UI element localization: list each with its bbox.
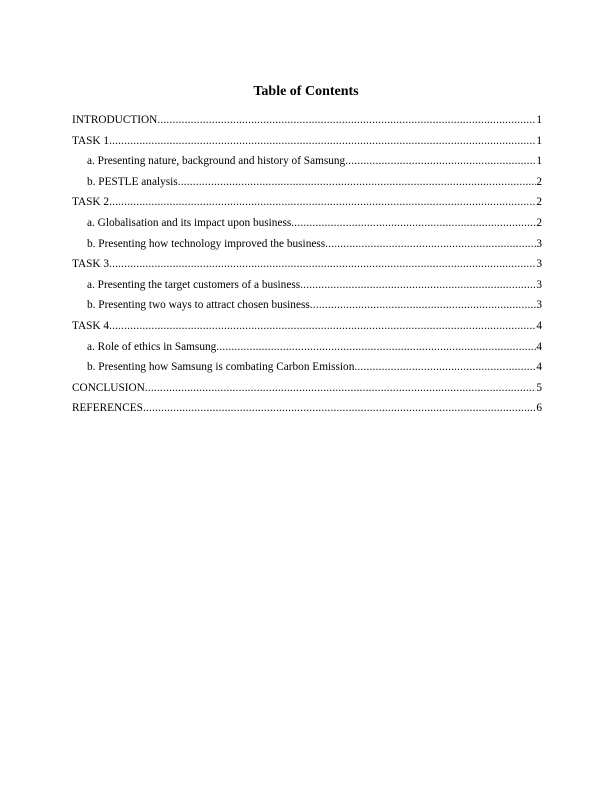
dot-leader [109, 257, 536, 271]
toc-entry-label: REFERENCES [72, 402, 143, 415]
toc-subentry[interactable] [72, 216, 542, 237]
dot-leader [310, 298, 537, 312]
toc-list [72, 113, 542, 422]
toc-entry-page: 3 [536, 258, 542, 271]
toc-entry-label: a. Presenting nature, background and history of Samsung [87, 155, 346, 168]
toc-subentry[interactable] [72, 175, 542, 196]
toc-subentry[interactable] [72, 298, 542, 319]
toc-entry-label: b. Presenting two ways to attract chosen business [87, 299, 310, 312]
toc-entry-label: a. Role of ethics in Samsung [87, 340, 217, 353]
toc-entry-page: 2 [536, 175, 542, 188]
toc-entry[interactable] [72, 113, 542, 134]
toc-entry-page: 3 [536, 237, 542, 250]
toc-entry-label: a. Presenting the target customers of a business [87, 278, 301, 291]
toc-entry[interactable] [72, 134, 542, 155]
toc-entry-page: 1 [536, 134, 542, 147]
toc-entry-page: 2 [536, 196, 542, 209]
dot-leader [300, 278, 536, 292]
toc-subentry[interactable] [72, 154, 542, 175]
toc-entry-label: TASK 3 [72, 258, 110, 271]
toc-subentry[interactable] [72, 237, 542, 258]
toc-entry-page: 3 [536, 299, 542, 312]
toc-entry[interactable] [72, 257, 542, 278]
dot-leader [143, 401, 536, 415]
toc-title: Table of Contents [253, 84, 359, 99]
dot-leader [145, 381, 537, 395]
dot-leader [157, 113, 536, 127]
toc-subentry[interactable] [72, 360, 542, 381]
toc-entry-page: 4 [536, 319, 542, 332]
dot-leader [325, 237, 536, 251]
dot-leader [109, 195, 536, 209]
toc-entry-page: 4 [536, 361, 542, 374]
toc-entry-page: 5 [536, 381, 542, 394]
toc-entry-page: 1 [536, 155, 542, 168]
dot-leader [216, 340, 536, 354]
toc-subentry[interactable] [72, 340, 542, 361]
toc-entry-label: a. Globalisation and its impact upon business [87, 216, 292, 229]
toc-entry-label: b. PESTLE analysis [87, 175, 178, 188]
toc-entry-label: TASK 1 [72, 134, 110, 147]
toc-subentry[interactable] [72, 278, 542, 299]
toc-entry-page: 4 [536, 340, 542, 353]
toc-entry-label: b. Presenting how technology improved the business [87, 237, 326, 250]
toc-entry-label: INTRODUCTION [72, 114, 158, 126]
toc-entry-page: 2 [536, 216, 542, 229]
dot-leader [178, 175, 537, 189]
toc-entry-label: CONCLUSION [72, 381, 145, 394]
toc-entry-page: 6 [536, 402, 542, 415]
dot-leader [109, 319, 536, 333]
toc-entry[interactable] [72, 319, 542, 340]
dot-leader [109, 134, 536, 148]
toc-entry-page: 1 [536, 114, 542, 126]
toc-entry-label: TASK 2 [72, 196, 110, 209]
toc-entry-page: 3 [536, 278, 542, 291]
dot-leader [291, 216, 536, 230]
toc-entry-label: TASK 4 [72, 319, 110, 332]
dot-leader [345, 154, 536, 168]
toc-entry[interactable] [72, 401, 542, 422]
dot-leader [354, 360, 536, 374]
toc-entry[interactable] [72, 195, 542, 216]
toc-entry-label: b. Presenting how Samsung is combating Carbon Emission [87, 361, 355, 374]
toc-entry[interactable] [72, 381, 542, 402]
